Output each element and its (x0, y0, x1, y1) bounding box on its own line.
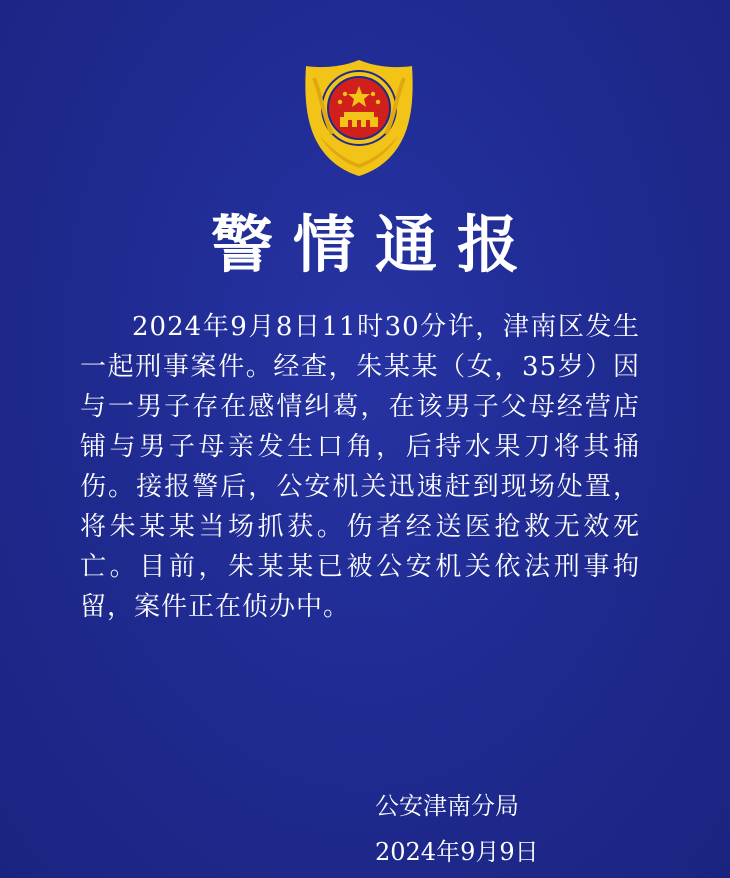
police-emblem-icon (300, 58, 418, 178)
issuer-name: 公安津南分局 (375, 792, 519, 820)
issue-date: 2024年9月9日 (375, 838, 539, 866)
signoff (375, 783, 615, 875)
notice-title: 警情通报 (210, 208, 539, 281)
notice-body: 2024年9月8日11时30分许，津南区发生一起刑事案件。经查，朱某某（女，35岁）因与一男子存在感情纠葛，在该男子父母经营店铺与男子母亲发生口角，后持水果刀将其捅伤。接报警后，公安机关迅速赶到现场处置，将朱某某当场抓获。伤者经送医抢救无效死亡。目前，朱某某已被公安机关依法刑事拘留，案件正在侦办中。 (80, 312, 640, 622)
